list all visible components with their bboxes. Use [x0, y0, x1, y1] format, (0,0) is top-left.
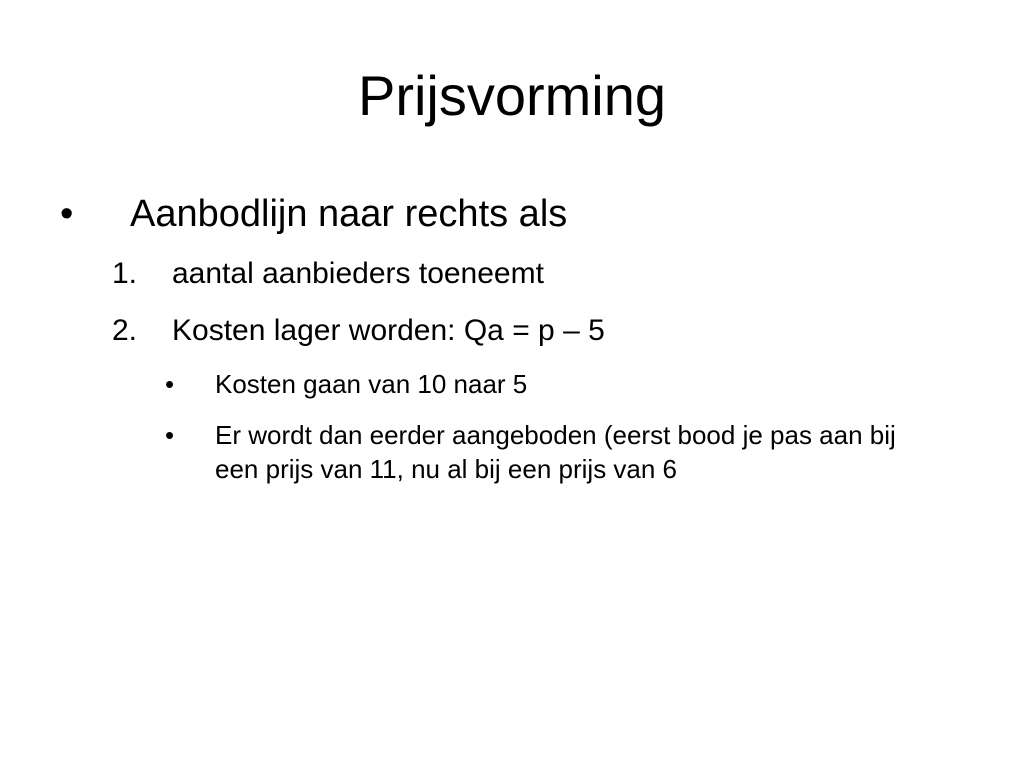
numbered-text: Kosten lager worden: Qa = p – 5: [172, 314, 605, 347]
sub-bullet-text: Kosten gaan van 10 naar 5: [215, 369, 528, 399]
sub-bullet-text: Er wordt dan eerder aangeboden (eerst bood je pas aan bij een prijs van 11, nu al bij een prijs van 6: [215, 420, 896, 484]
numbered-text: aantal aanbieders toeneemt: [172, 257, 544, 290]
slide-title: Prijsvorming: [357, 64, 667, 127]
sub-bullet-marker: •: [165, 369, 175, 399]
numbered-marker: 2.: [112, 314, 138, 347]
bullet-text: Aanbodlijn naar rechts als: [130, 193, 568, 235]
bullet-marker: •: [60, 193, 74, 235]
sub-bullet-marker: •: [165, 420, 175, 450]
numbered-marker: 1.: [112, 257, 138, 290]
